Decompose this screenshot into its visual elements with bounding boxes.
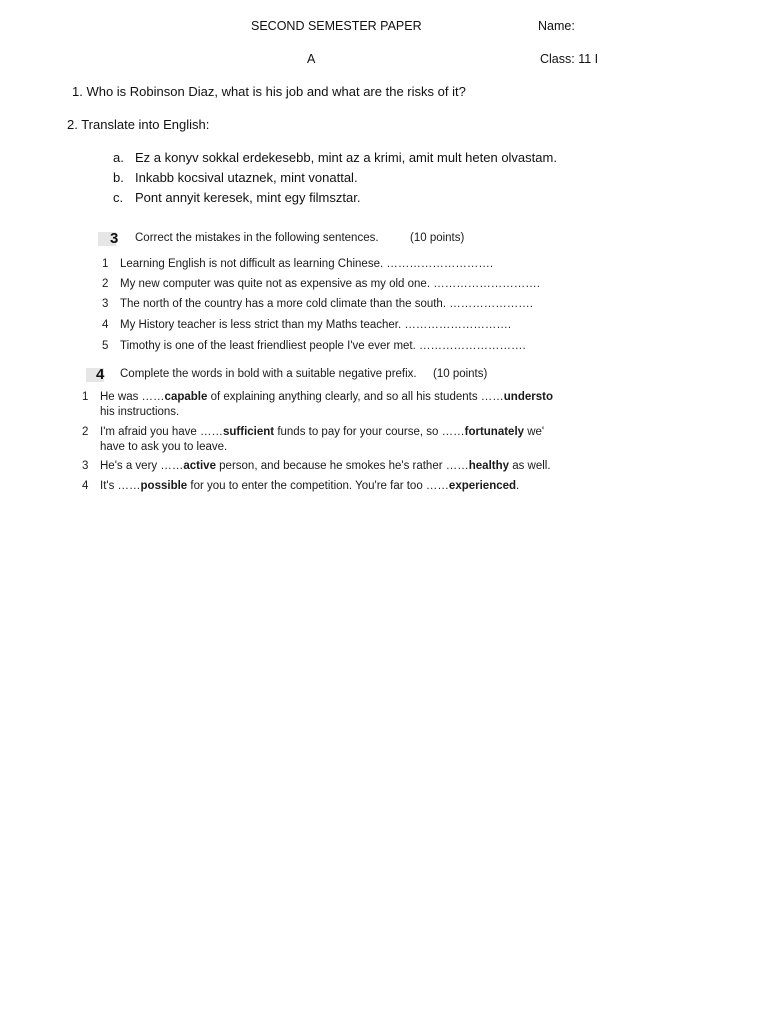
item-text: . (516, 480, 520, 492)
item-text: My new computer was quite not as expensive as my old one. (120, 278, 431, 290)
exercise-4-number: 4 (96, 366, 105, 383)
item-text: of explaining anything clearly, and so all his students …… (207, 391, 504, 403)
question-2-title: 2. Translate into English: (67, 117, 210, 132)
exercise-3-instruction: Correct the mistakes in the following sentences. (135, 232, 379, 244)
exercise-3-number: 3 (110, 230, 119, 247)
class-label: Class: 11 I (540, 52, 599, 66)
item-text: I'm afraid you have …… (100, 426, 223, 438)
exercise-3-item (102, 278, 540, 290)
answer-blank: ………………………. (419, 340, 526, 352)
exercise-4-item-continuation: have to ask you to leave. (100, 441, 228, 453)
exercise-4-item (82, 391, 553, 403)
answer-blank: ………………………. (386, 258, 494, 270)
exercise-3-item (102, 298, 533, 310)
exercise-3-item (102, 340, 526, 352)
question-1: 1. Who is Robinson Diaz, what is his job and what are the risks of it? (72, 84, 466, 99)
item-number: 4 (102, 319, 109, 331)
item-text: My History teacher is less strict than my Maths teacher. (120, 319, 402, 331)
bold-word: sufficient (223, 426, 275, 438)
item-text: He was …… (100, 391, 165, 403)
item-text: person, and because he smokes he's rather …… (215, 460, 469, 472)
exercise-4-instruction: Complete the words in bold with a suitable negative prefix. (120, 368, 417, 380)
item-number: 5 (102, 340, 109, 352)
paper-variant: A (307, 52, 316, 66)
answer-blank: ………………………. (404, 319, 512, 331)
bold-word: fortunately (464, 426, 525, 438)
bold-word: capable (164, 391, 208, 403)
exercise-4-item-continuation: his instructions. (100, 406, 180, 418)
bold-word: healthy (468, 460, 510, 472)
item-number: 2 (102, 278, 109, 290)
paper-title: SECOND SEMESTER PAPER (251, 19, 422, 33)
item-number: 1 (102, 258, 109, 270)
exercise-3-item (102, 258, 493, 270)
item-text: as well. (509, 460, 551, 472)
item-number: 1 (82, 391, 89, 403)
item-text: funds to pay for your course, so …… (274, 426, 465, 438)
exercise-4-item (82, 480, 519, 492)
item-number: 3 (102, 298, 109, 310)
bold-word: experienced (448, 480, 517, 492)
exercise-4-points: (10 points) (433, 368, 488, 380)
item-text: Ez a konyv sokkal erdekesebb, mint az a krimi, amit mult heten olvastam. (135, 150, 557, 165)
item-number: 2 (82, 426, 89, 438)
item-text: Timothy is one of the least friendliest people I've ever met. (120, 340, 416, 352)
item-marker: b. (113, 170, 124, 185)
exercise-3-points: (10 points) (410, 232, 465, 244)
bold-word: understo (503, 391, 553, 403)
translate-item (113, 190, 360, 205)
translate-item (113, 170, 358, 185)
item-text: for you to enter the competition. You're far too …… (187, 480, 449, 492)
name-label: Name: (538, 19, 575, 33)
item-text: It's …… (100, 480, 141, 492)
item-text: He's a very …… (100, 460, 184, 472)
item-number: 3 (82, 460, 89, 472)
bold-word: active (183, 460, 216, 472)
translate-item (113, 150, 557, 165)
item-marker: a. (113, 150, 124, 165)
item-marker: c. (113, 190, 124, 205)
item-text: Pont annyit keresek, mint egy filmsztar. (135, 190, 361, 205)
exercise-3-item (102, 319, 511, 331)
bold-word: possible (140, 480, 188, 492)
answer-blank: …………………. (449, 298, 533, 310)
item-text: Inkabb kocsival utaznek, mint vonattal. (135, 170, 358, 185)
item-text: Learning English is not difficult as learning Chinese. (120, 258, 384, 270)
item-number: 4 (82, 480, 89, 492)
item-text: The north of the country has a more cold climate than the south. (120, 298, 447, 310)
item-text: we' (524, 426, 545, 438)
exercise-4-item (82, 426, 544, 438)
answer-blank: ………………………. (433, 278, 540, 290)
exercise-4-item (82, 460, 551, 472)
